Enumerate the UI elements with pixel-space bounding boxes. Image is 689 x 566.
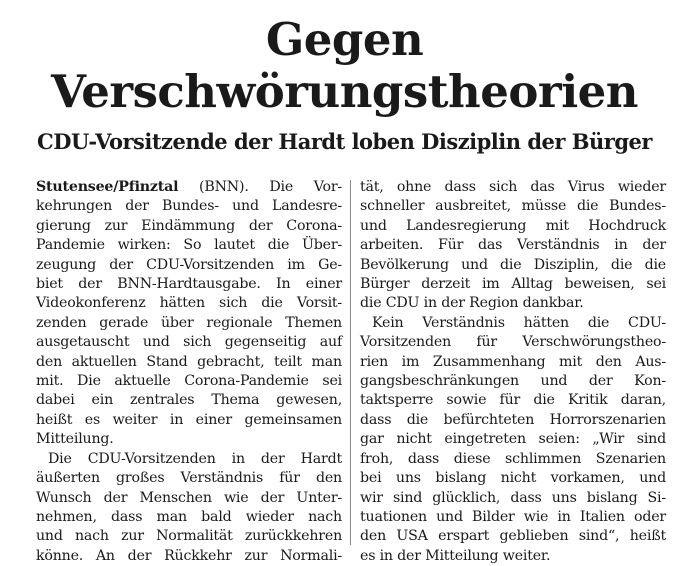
article-line: den aktuellen Stand gebracht, teilt man [36,353,342,370]
article-line: Die CDU-Vorsitzenden in der Hardt [48,450,342,467]
article-line: Vorsitzenden für Verschwörungstheo- [360,334,666,351]
article-line: gierung zur Eindämmung der Corona- [36,217,342,234]
article-line: und nach zur Normalität zurückkehren [36,528,342,545]
article-line: mit. Die aktuelle Corona-Pandemie sei [36,373,342,390]
article-line: ausgetauscht und sich gegenseitig auf [36,334,342,351]
article-line: Stutensee/Pfinztal (BNN). Die Vor- [36,179,342,195]
article-line: Kein Verständnis hätten die CDU- [372,314,666,331]
article-line: die CDU in der Region dankbar. [360,295,584,312]
article-line: und Landesregierung mit Hochdruck [360,217,666,234]
article-line: froh, dass diese schlimmen Szenarien [360,450,666,467]
article-line: Mitteilung. [36,431,114,448]
article-line: Pandemie wirken: So lautet die Über- [36,237,342,254]
article-line: bei uns bislang nicht vorkamen, und [360,470,666,487]
article-line: könne. An der Rückkehr zur Normali- [36,547,342,564]
headline-line-2: Verschwörungstheorien [50,65,639,118]
article-column-1 [36,178,342,566]
article-line: arbeiten. Für das Verständnis in der [360,237,666,254]
article-line: tät, ohne dass sich das Virus wieder [360,179,666,195]
article-line: rien im Zusammenhang mit den Aus- [360,353,666,370]
article-line: äußerten großes Verständnis für den [36,470,342,487]
article-line: Bevölkerung und die Disziplin, die die [360,256,666,273]
article-line: wir sind glücklich, dass uns bislang Si- [360,489,666,506]
article-line: heißt es weiter in einer gemeinsamen [36,411,342,428]
article-line: zeugung der CDU-Vorsitzenden im Ge- [36,256,342,273]
article-line: tuationen und Bilder wie in Italien oder [360,508,666,525]
headline [0,14,689,118]
article-line: dass die befürchteten Horrorszenarien [360,411,666,428]
article-line: nehmen, dass man bald wieder nach [36,508,342,525]
article-line: Videokonferenz hätten sich die Vorsit- [36,295,342,312]
article-line: biet der BNN-Hardtausgabe. In einer [36,276,342,293]
article-line: schneller ausbreitet, müsse die Bundes- [360,198,666,215]
article-line: taktsperre sowie für die Kritik daran, [360,392,666,409]
dateline: Stutensee/Pfinztal [36,179,179,195]
article-line: zenden gerade über regionale Themen [36,314,342,331]
article-line: gar nicht eingetreten seien: „Wir sind [360,431,666,448]
headline-line-1: Gegen [265,13,424,66]
column-divider [350,180,351,545]
article-column-2 [360,178,666,566]
article-line: dabei ein zentrales Thema gewesen, [36,392,342,409]
article-line: gangsbeschränkungen und der Kon- [360,373,666,390]
article-line: Wunsch der Menschen wie der Unter- [36,489,342,506]
article-line: Bürger derzeit im Alltag beweisen, sei [360,276,666,293]
article-line: es in der Mitteilung weiter. [360,547,551,564]
article-line: den USA erspart geblieben sind“, heißt [360,528,666,545]
article-line: kehrungen der Bundes- und Landesre- [36,198,342,215]
subheadline: CDU-Vorsitzende der Hardt loben Disziplin der Bürger [37,129,652,154]
